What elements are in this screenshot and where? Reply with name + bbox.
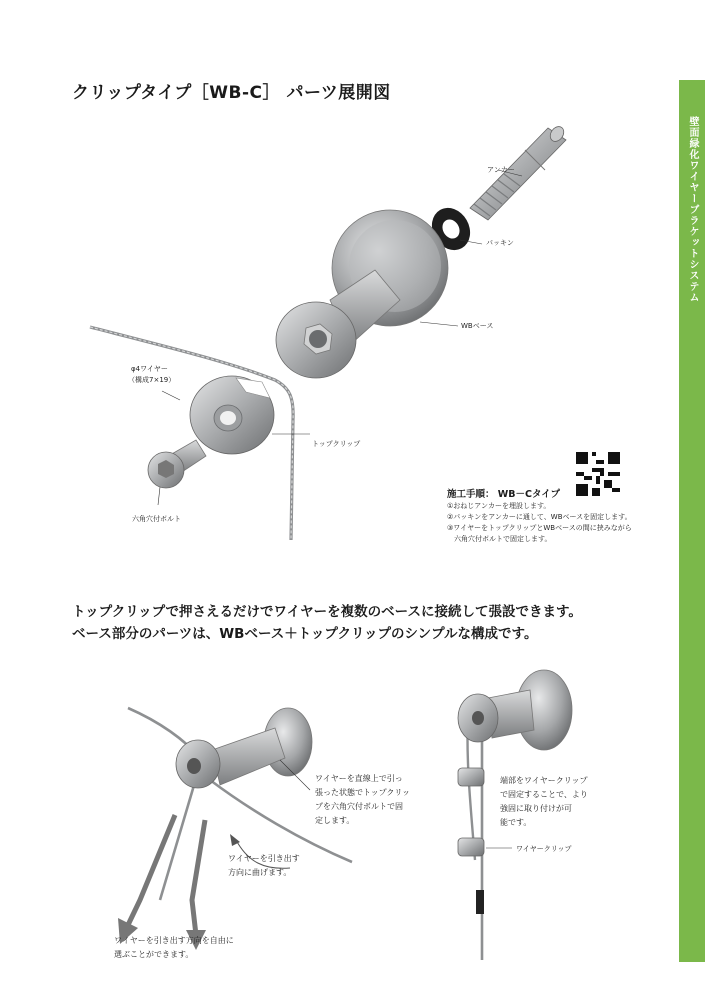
- label-wire: φ4ワイヤー: [131, 365, 168, 373]
- top-clip-part: [190, 376, 274, 454]
- procedure-step-3: ③ワイヤーをトップクリップとWBベースの間に挟みながら: [447, 524, 632, 532]
- label-wire-clip: ワイヤークリップ: [516, 845, 572, 853]
- note-line: で固定することで、より: [500, 790, 588, 799]
- note-line: 選ぶことができます。: [114, 950, 194, 959]
- note-left-bend: [228, 852, 348, 880]
- note-line: プを六角穴付ボルトで固: [315, 802, 403, 811]
- label-wire-spec: （構成7×19）: [128, 376, 176, 384]
- label-anchor: アンカー: [487, 166, 515, 174]
- label-packing: パッキン: [486, 239, 514, 247]
- procedure-step-2: ②パッキンをアンカーに通して、WBベースを固定します。: [447, 513, 632, 521]
- note-left-fix: [315, 772, 425, 828]
- note-line: ワイヤーを引き出す方向を自由に: [114, 936, 234, 945]
- note-line: 張った状態でトップクリッ: [315, 788, 411, 797]
- qr-code-icon: [576, 452, 620, 496]
- wb-base-part: [276, 210, 448, 378]
- label-hex-bolt: 六角穴付ボルト: [132, 515, 181, 523]
- note-line: ワイヤーを直線上で引っ: [315, 774, 403, 783]
- hex-bolt-part: [148, 440, 206, 488]
- anchor-part: [470, 124, 567, 220]
- note-line: 方向に曲げます。: [228, 868, 292, 877]
- illustration-left: [118, 708, 352, 950]
- note-line: 端部をワイヤークリップ: [500, 776, 588, 785]
- procedure-title: 施工手順： WB－Cタイプ: [447, 489, 561, 500]
- note-left-direction: [114, 934, 294, 962]
- page-title: クリップタイプ［WB-C］ パーツ展開図: [72, 83, 391, 103]
- note-right-clip: [500, 774, 610, 830]
- note-line: 定します。: [315, 816, 355, 825]
- label-top-clip: トップクリップ: [312, 440, 361, 448]
- note-line: 強固に取り付けが可: [500, 804, 572, 813]
- procedure-step-3-cont: 六角穴付ボルトで固定します。: [447, 535, 552, 543]
- label-wb-base: WBベース: [461, 322, 494, 330]
- lead-line-1: トップクリップで押さえるだけでワイヤーを複数のベースに接続して張設できます。: [72, 604, 582, 620]
- note-line: ワイヤーを引き出す: [228, 854, 300, 863]
- side-tab-label: 壁面緑化ワイヤーブラケットシステム: [687, 116, 698, 303]
- note-line: 能です。: [500, 818, 532, 827]
- lead-line-2: ベース部分のパーツは、WBベース＋トップクリップのシンプルな構成です。: [72, 626, 538, 642]
- procedure-step-1: ①おねじアンカーを埋設します。: [447, 502, 551, 510]
